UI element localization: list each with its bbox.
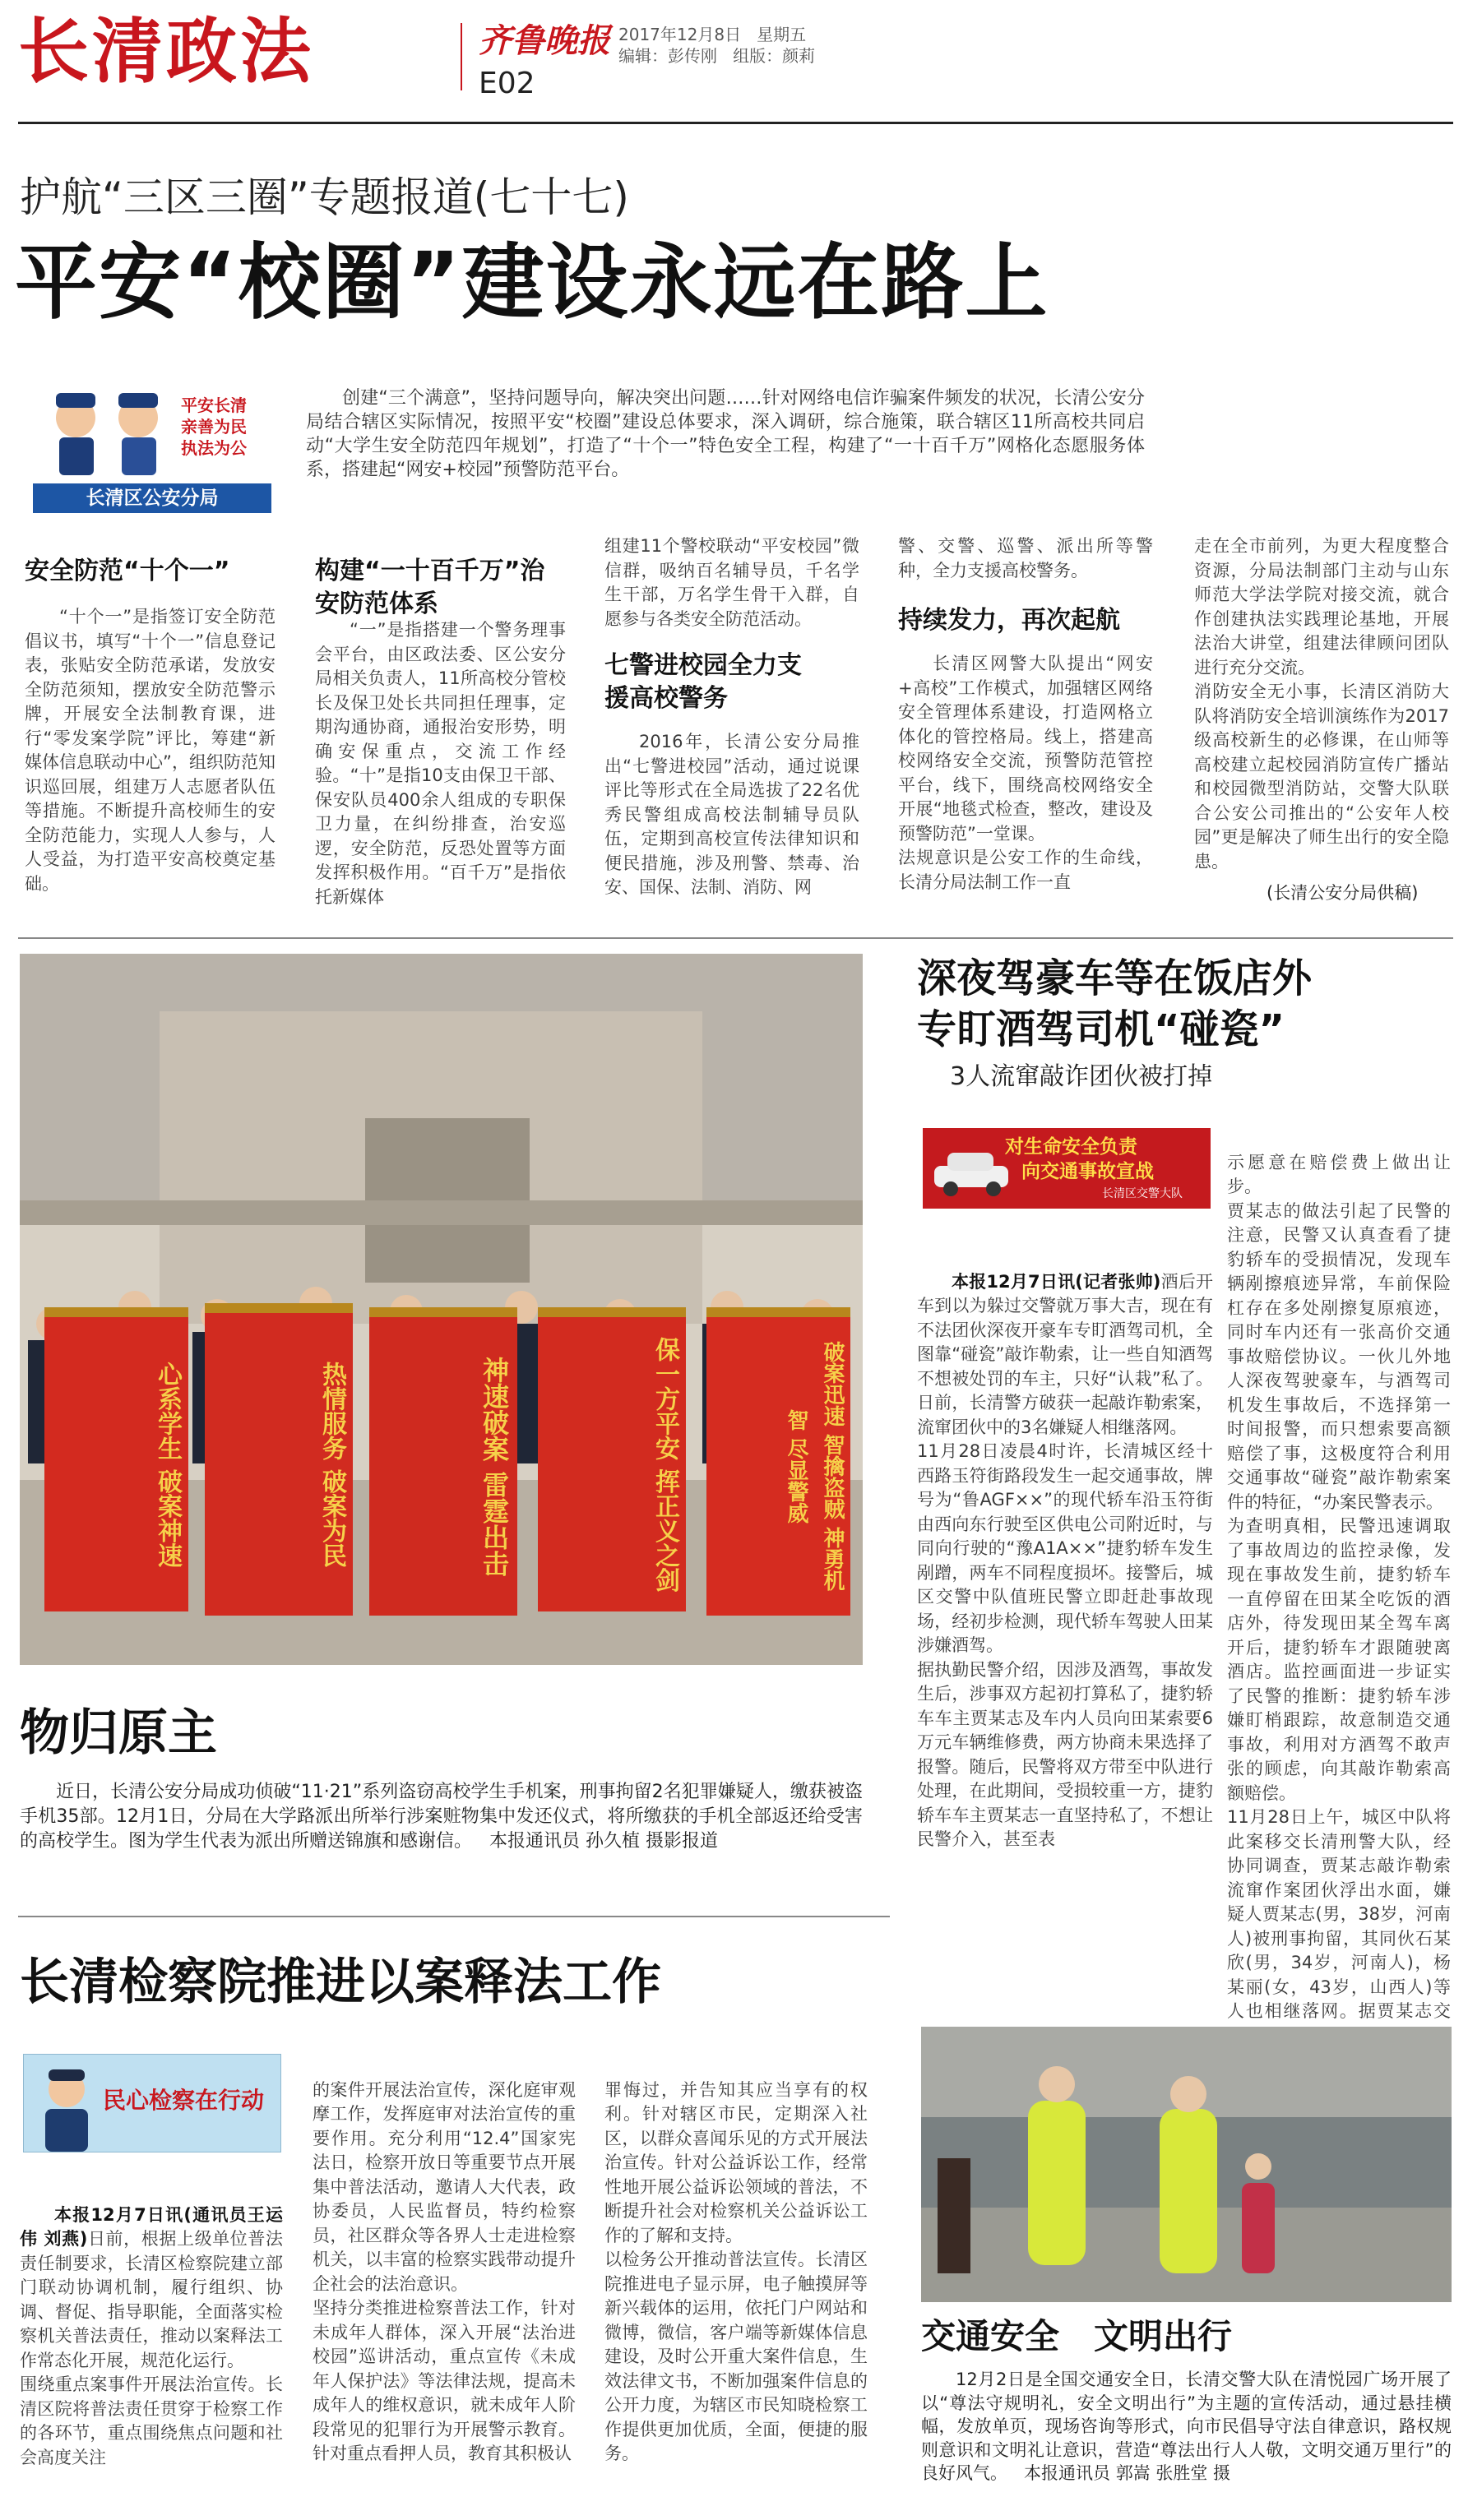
award-banner: 破案迅速 智擒盗贼 神勇机智 尽显警威: [706, 1307, 850, 1616]
section-rule: [18, 937, 1453, 939]
story3-headline: 长清检察院推进以案释法工作: [20, 1954, 661, 2011]
procuratorate-badge: [23, 2054, 281, 2152]
feature-credit: (长清公安分局供稿): [1267, 883, 1419, 903]
award-banner: 热情服务 破案为民: [205, 1303, 353, 1616]
story2-subhead: 3人流窜敲诈团伙被打掉: [950, 1062, 1213, 1091]
masthead-date: [618, 25, 806, 44]
story2-headline-line2: 专盯酒驾司机“碰瓷”: [917, 1006, 1285, 1052]
story2-headline-line1: 深夜驾豪车等在饭店外: [917, 955, 1313, 1001]
col3-heading: 七警进校园全力支援高校警务: [604, 651, 802, 713]
section-title: 长清政法: [18, 11, 314, 93]
col5-text: 走在全市前列，为更大程度整合资源，分局法制部门主动与山东师范大学法学院对接交流，就合作创建执法实践理论基地，开展法治大讲堂，组建法律顾问团队进行充分交流。 消防安全无小事，长清区消防大队将消防安全培训演练作为2017级高校新生的必修课，在山师等高校建立起校园消防宣传广播站和校园微型消防站，交警大队联合公安公司推出的“公安年人校园”更是解决了师生出行的安全隐患。: [1194, 536, 1449, 872]
prosecutor-icon: [24, 2055, 106, 2152]
badge-slogans: [181, 395, 247, 459]
col2-text: “一”是指搭建一个警务理事会平台，由区政法委、区公安分局相关负责人，11所高校分管校长及保卫处长共同担任理事，定期沟通协商，通报治安形势，明确安保重点，交流工作经验。“十”是指10支由保卫干部、保安队员400余人组成的专职保卫力量，在纠纷排查，治安巡逻，安全防范，反恐处置等方面发挥积极作用。“百千万”是指依托新媒体: [315, 620, 566, 907]
slogan-small: 长清区交警大队: [1102, 1187, 1183, 1200]
col4-heading: 持续发力，再次起航: [898, 606, 1120, 635]
photo1-caption: [20, 1780, 863, 1854]
badge-line: 执法为公: [181, 438, 247, 458]
story3-col-c: 罪悔过，并告知其应当享有的权利。针对辖区市民，定期深入社区，以群众喜闻乐见的方式开展法治宣传。针对公益诉讼工作，经常性地开展公益诉讼领域的普法，不断提升社会对检察机关公益诉讼工作的了解和支持。 以检务公开推动普法宣传。长清区院推进电子显示屏，电子触摸屏等新兴载体的运用，依托门户网站和微博，微信，客户端等新媒体信息建设，及时公开重大案件信息，生效法律文书，不断加强案件信息的公开力度，为辖区市民知晓检察工作提供更加优质，全面，便捷的服务。: [604, 2079, 868, 2463]
traffic-photo-image: [921, 2027, 1452, 2302]
photo1-headline: 物归原主: [20, 1704, 217, 1762]
police-badge: [33, 386, 271, 514]
photo1-caption-text: 近日，长清公安分局成功侦破“11·21”系列盗窃高校学生手机案，刑事拘留2名犯罪嫌疑人，缴获被盗手机35部。12月1日，分局在大学路派出所举行涉案赃物集中发还仪式，将所缴获的手机全部返还给受害的高校学生。图为学生代表为派出所赠送锦旗和感谢信。: [20, 1782, 863, 1852]
story3-col-a-text: 日前，根据上级单位普法责任制要求，长清区检察院建立部门联动协调机制，履行组织、协调、督促、指导职能，全面落实检察机关普法责任，推动以案释法工作常态化开展，规范化运行。 围绕重点案事件开展法治宣传。长清区院将普法责任贯穿于检察工作的各环节，重点围绕焦点问题和社会高度关注: [20, 2229, 284, 2467]
story3-col-b: 的案件开展法治宣传，深化庭审观摩工作，发挥庭审对法治宣传的重要作用。充分利用“12.4”国家宪法日，检察开放日等重要节点开展集中普法活动，邀请人大代表，政协委员，人民监督员，特约检察员，社区群众等各界人士走进检察机关，以丰富的检察实践带动提升企社会的法治意识。 坚持分类推进检察普法工作，针对未成年人群体，深入开展“法治进校园”巡讲活动，重点宣传《未成年人保护法》等法律法规，提高未成年人的维权意识，就未成年人阶段常见的犯罪行为开展警示教育。针对重点看押人员，教育其积极认: [313, 2079, 576, 2463]
editor: 编辑：彭传刚: [618, 46, 717, 66]
col2-heading: 构建“一十百千万”治安防范体系: [315, 557, 545, 618]
masthead-rule: [18, 122, 1453, 124]
masthead-staff: [618, 46, 815, 66]
weekday: 星期五: [757, 25, 807, 44]
traffic-slogan-box: [923, 1128, 1211, 1209]
badge-banner: 长清区公安分局: [33, 483, 271, 513]
page-number: E02: [479, 67, 535, 100]
mid-rule: [18, 1916, 890, 1917]
col4-text-b: 长清区网警大队提出“网安+高校”工作模式，加强辖区网络安全管理体系建设，打造网格立体化的管控格局。线上，搭建高校网络安全交流，预警防范管控平台，线下，围绕高校网络安全开展“地毯式检查，整改，建设及预警防范”一堂课。 法规意识是公安工作的生命线，长清分局法制工作一直: [898, 654, 1153, 892]
slogan-line1: 对生命安全负责: [1005, 1136, 1137, 1158]
col3-text-a: 组建11个警校联动“平安校园”微信群，吸纳百名辅导员，千名学生干部，万名学生骨干入群，自愿参与各类安全防范活动。: [604, 536, 859, 629]
story2-col-a-text: 酒后开车到以为躲过交警就万事大吉，现在有不法团伙深夜开豪车专盯酒驾司机，全图靠“碰瓷”敲诈勒索，让一些自知酒驾不想被处罚的车主，只好“认栽”私了。日前，长清警方破获一起敲诈勒索案，流窜团伙中的3名嫌疑人相继落网。 11月28日凌晨4时许，长清城区经十西路玉符街路段发生一起交通事故，牌号为“鲁AGF××”的现代轿车沿玉符街由西向东行驶至区供电公司附近时，与同向行驶的“豫A1A××”捷豹轿车发生剐蹭，两车不同程度损坏。接警后，城区交警中队值班民警立即赶赴事故现场，经初步检测，现代轿车驾驶人田某涉嫌酒驾。 据执勤民警介绍，因涉及酒驾，事故发生后，涉事双方起初打算私了，捷豹轿车车主贾某志及车内人员向田某索要6万元车辆维修费，两方协商未果选择了报警。随后，民警将双方带至中队进行处理，在此期间，受损较重一方，捷豹轿车车主贾某志一直坚持私了，不想让民警介入，甚至表: [917, 1271, 1213, 1849]
badge-line: 亲善为民: [181, 417, 247, 437]
badge-label: 民心检察在行动: [103, 2087, 265, 2114]
badge-line: 平安长清: [181, 395, 247, 415]
paper-logo: 齐鲁晚报: [479, 21, 610, 60]
masthead-divider: [461, 23, 462, 90]
photo2-credit: 本报通讯员 郭嵩 张胜堂 摄: [1024, 2463, 1231, 2483]
feature-headline: 平安“校圈”建设永远在路上: [15, 234, 1049, 331]
traffic-photo: [921, 2027, 1452, 2302]
story3-col-a: [20, 2179, 283, 2508]
col4-text-a: 警、交警、巡警、派出所等警种，全力支援高校警务。: [898, 536, 1153, 580]
award-banner: 保一方平安 挥正义之剑: [538, 1307, 686, 1611]
designer: 组版：颜莉: [733, 46, 816, 66]
award-photo: [20, 954, 863, 1665]
story2-dateline: 本报12月7日讯(记者张帅): [952, 1271, 1161, 1292]
photo2-headline: 交通安全 文明出行: [921, 2316, 1233, 2356]
feature-lead: 创建“三个满意”，坚持问题导向，解决突出问题……针对网络电信诈骗案件频发的状况，长清公安分局结合辖区实际情况，按照平安“校圈”建设总体要求，深入调研，综合施策，联合辖区11所高校共同启动“大学生安全防范四年规划”，打造了“十个一”特色安全工程，构建了“一十百千万”网格化态愿服务体系，搭建起“网安+校园”预警防范平台。: [306, 388, 1145, 480]
col3-text-b: 2016年，长清公安分局推出“七警进校园”活动，通过说课评比等形式在全局选拔了22名优秀民警组成高校法制辅导员队伍，定期到高校宣传法律知识和便民措施，涉及刑警、禁毒、治安、国保、法制、消防、网: [604, 732, 859, 897]
feature-kicker: 护航“三区三圈”专题报道(七十七): [20, 173, 629, 221]
award-banner: 心系学生 破案神速: [44, 1307, 188, 1611]
award-banner: 神速破案 雷霆出击: [369, 1307, 517, 1616]
story2-col-b: 示愿意在赔偿费上做出让步。 贾某志的做法引起了民警的注意，民警又认真查看了捷豹轿车的受损情况，发现车辆剐擦痕迹异常，车前保险杠存在多处剐擦复原痕迹，同时车内还有一张高价交通事故赔偿协议。一伙儿外地人深夜驾驶豪车，与酒驾司机发生事故后，不选择第一时间报警，而只想索要高额赔偿了事，这极度符合利用交通事故“碰瓷”敲诈勒索案件的特征，“办案民警表示。 为查明真相，民警迅速调取了事故周边的监控录像，发现在事故发生前，捷豹轿车一直停留在田某全吃饭的酒店外，待发现田某全驾车离开后，捷豹轿车才跟随驶离酒店。监控画面进一步证实了民警的推断：捷豹轿车涉嫌盯梢跟踪，故意制造交通事故，利用对方酒驾不敢声张的顾虑，向其敲诈勒索高额赔偿。 11月28日上午，城区中队将此案移交长清刑警大队，经协同调查，贾某志敲诈勒索流窜作案团伙浮出水面，嫌疑人贾某志(男，38岁，河南人)被刑事拘留，其同伙石某欣(男，34岁，河南人)，杨某丽(女，43岁，山西人)等人也相继落网。据贾某志交: [1227, 1152, 1451, 2021]
story3-dateline: 本报12月7日讯(通讯员王运伟 刘燕): [20, 2204, 283, 2249]
photo2-caption: [921, 2368, 1452, 2485]
photo1-credit: 本报通讯员 孙久植 摄影报道: [489, 1831, 718, 1852]
date: 2017年12月8日: [618, 25, 742, 44]
photo2-caption-text: 12月2日是全国交通安全日，长清交警大队在清悦园广场开展了以“尊法守规明礼，安全文明出行”为主题的宣传活动，通过悬挂横幅，发放单页，现场咨询等形式，向市民倡导守法自律意识，路权规则意识和文明礼让意识，营造“尊法出行人人敬，文明交通万里行”的良好风气。: [921, 2370, 1452, 2483]
col1-heading: 安全防范“十个一”: [25, 557, 230, 585]
slogan-line2: 向交通事故宣战: [1021, 1161, 1154, 1182]
story2-col-a: [917, 1246, 1213, 2068]
col1-text: “十个一”是指签订安全防范倡议书，填写“十个一”信息登记表，张贴安全防范承诺，发放安全防范须知，摆放安全防范警示牌，开展安全法制教育课，进行“零发案学院”评比，筹建“新媒体信息联动中心”，组织防范知识巡回展，组建万人志愿者队伍等措施。不断提升高校师生的安全防范能力，实现人人参与，人人受益，为打造平安高校奠定基础。: [25, 607, 276, 894]
